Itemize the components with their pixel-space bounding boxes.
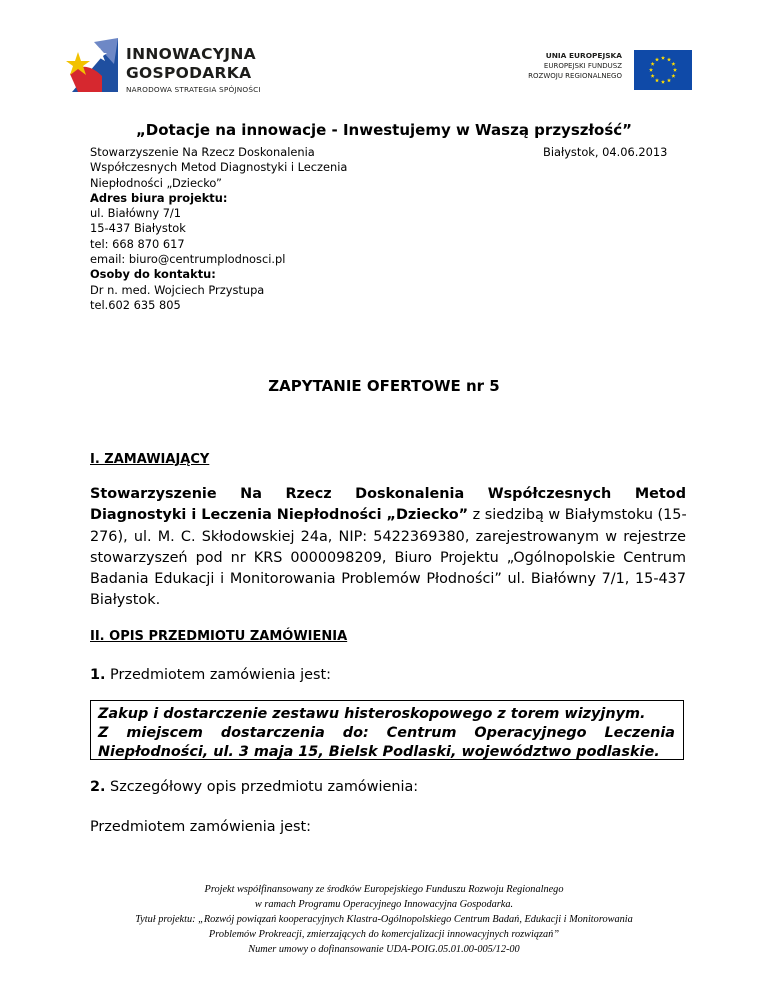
item-1-text: Przedmiotem zamówienia jest: <box>105 667 332 683</box>
footer-line: Projekt współfinansowany ze środków Europejskiego Funduszu Rozwoju Regionalnego <box>204 884 564 895</box>
document-title: ZAPYTANIE OFERTOWE nr 5 <box>268 377 500 395</box>
page-footer <box>0 882 768 957</box>
logo-ig-line3: NARODOWA STRATEGIA SPÓJNOŚCI <box>126 85 261 94</box>
footer-line: Problemów Prokreacji, zmierzających do komercjalizacji innowacyjnych rozwiązań” <box>208 929 560 940</box>
logo-ig-line2: GOSPODARKA <box>126 64 252 82</box>
footer-line: w ramach Programu Operacyjnego Innowacyjna Gospodarka. <box>254 899 514 910</box>
paragraph-line: Diagnostyki i Leczenia Niepłodności „Dziecko” z siedzibą w Białymstoku (15- <box>90 507 687 524</box>
paragraph-line: Białystok. <box>90 592 161 609</box>
item-1 <box>90 667 331 683</box>
box-line: Niepłodności, ul. 3 maja 15, Bielsk Podlaski, województwo podlaskie. <box>98 744 660 760</box>
eu-logo-line2: EUROPEJSKI FUNDUSZ <box>543 62 622 70</box>
org-line: Współczesnych Metod Diagnostyki i Leczenia <box>90 160 348 175</box>
address-line: tel: 668 870 617 <box>90 236 185 251</box>
item-1-number: 1. <box>90 667 106 683</box>
address-label: Adres biura projektu: <box>90 190 228 205</box>
contact-label: Osoby do kontaktu: <box>90 267 216 282</box>
order-subject-box <box>90 700 684 760</box>
org-line: Niepłodności „Dziecko” <box>90 175 222 190</box>
item-2-number: 2. <box>90 779 106 795</box>
sender-block <box>90 145 347 313</box>
address-line: ul. Białówny 7/1 <box>90 206 182 221</box>
innowacyjna-gospodarka-emblem-icon <box>64 34 118 92</box>
footer-line: Numer umowy o dofinansowanie UDA-POIG.05.01.00-005/12-00 <box>248 944 520 955</box>
section-1-heading: I. ZAMAWIAJĄCY <box>90 452 210 467</box>
org-line: Stowarzyszenie Na Rzecz Doskonalenia <box>90 145 315 159</box>
contact-line: tel.602 635 805 <box>90 297 181 312</box>
box-line: Zakup i dostarczenie zestawu histeroskopowego z torem wizyjnym. <box>98 706 646 722</box>
box-line: Z miejscem dostarczenia do: Centrum Operacyjnego Leczenia <box>98 725 675 741</box>
section-2-heading: II. OPIS PRZEDMIOTU ZAMÓWIENIA <box>90 629 348 644</box>
item-3-text: Przedmiotem zamówienia jest: <box>90 819 311 835</box>
contact-line: Dr n. med. Wojciech Przystupa <box>90 282 265 297</box>
address-line: email: biuro@centrumplodnosci.pl <box>90 252 286 267</box>
motto-heading: „Dotacje na innowacje - Inwestujemy w Waszą przyszłość” <box>135 121 633 139</box>
eu-logo-line3: ROZWOJU REGIONALNEGO <box>528 72 622 80</box>
item-2-text: Szczegółowy opis przedmiotu zamówienia: <box>105 779 419 795</box>
document-date: Białystok, 04.06.2013 <box>543 145 668 159</box>
innowacyjna-gospodarka-logo <box>64 34 304 96</box>
eu-flag-icon <box>634 50 692 90</box>
item-2 <box>90 779 418 795</box>
logo-ig-line1: INNOWACYJNA <box>126 45 256 63</box>
footer-line: Tytuł projektu: „Rozwój powiązań kooperacyjnych Klastra-Ogólnopolskiego Centrum Badań, Edukacji i Monitorowania <box>135 914 633 925</box>
eu-logo-line1: UNIA EUROPEJSKA <box>545 51 622 60</box>
paragraph-line: Stowarzyszenie Na Rzecz Doskonalenia Współczesnych Metod <box>90 486 686 502</box>
eu-fund-logo <box>514 50 692 90</box>
section-1-paragraph <box>90 484 686 612</box>
address-line: 15-437 Białystok <box>90 221 186 236</box>
paragraph-line: 276), ul. M. C. Skłodowskiej 24a, NIP: 5422369380, zarejestrowanym w rejestrze <box>90 528 686 545</box>
paragraph-line: stowarzyszeń pod nr KRS 0000098209, Biuro Projektu „Ogólnopolskie Centrum <box>90 549 686 566</box>
paragraph-line: Badania Edukacji i Monitorowania Problemów Płodności” ul. Białówny 7/1, 15-437 <box>90 571 686 588</box>
